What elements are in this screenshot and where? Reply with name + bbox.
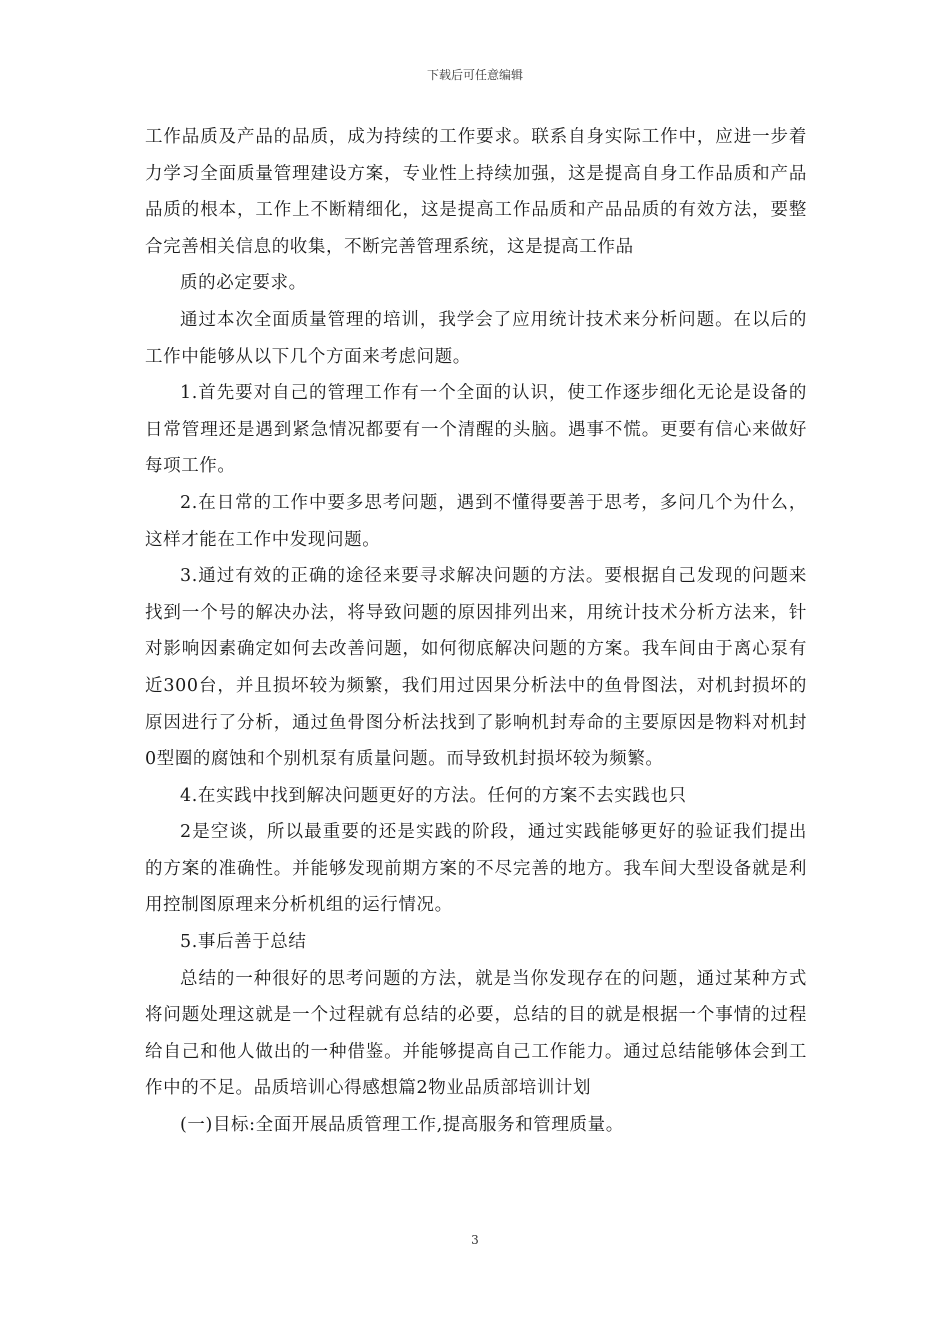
paragraph-7: 4.在实践中找到解决问题更好的方法。任何的方案不去实践也只 bbox=[180, 785, 687, 806]
document-body bbox=[145, 119, 807, 1144]
paragraph-3: 通过本次全面质量管理的培训，我学会了应用统计技术来分析问题。在以后的工作中能够从以下几个方面来考虑问题。 bbox=[145, 309, 807, 367]
paragraph-11: (一)目标:全面开展品质管理工作,提高服务和管理质量。 bbox=[180, 1115, 624, 1136]
paragraph-9: 5.事后善于总结 bbox=[180, 932, 307, 953]
page-number: 3 bbox=[471, 1233, 479, 1247]
paragraph-4: 1.首先要对自己的管理工作有一个全面的认识，使工作逐步细化无论是设备的日常管理还是遇到紧急情况都要有一个清醒的头脑。遇事不慌。更要有信心来做好每项工作。 bbox=[145, 383, 807, 477]
page-header: 下载后可任意编辑 bbox=[426, 68, 523, 82]
paragraph-1: 工作品质及产品的品质，成为持续的工作要求。联系自身实际工作中，应进一步着力学习全面质量管理建设方案，专业性上持续加强，这是提高自身工作品质和产品品质的根本，工作上不断精细化，这是提高工作品质和产品品质的有效方法，要整合完善相关信息的收集，不断完善管理系统，这是提高工作品 bbox=[145, 127, 807, 257]
paragraph-6: 3.通过有效的正确的途径来要寻求解决问题的方法。要根据自己发现的问题来找到一个号的解决办法，将导致问题的原因排列出来，用统计技术分析方法来，针对影响因素确定如何去改善问题，如何彻底解决问题的方案。我车间由于离心泵有近300台，并且损坏较为频繁，我们用过因果分析法中的鱼骨图法，对机封损坏的原因进行了分析，通过鱼骨图分析法找到了影响机封寿命的主要原因是物料对机封0型圈的腐蚀和个别机泵有质量问题。而导致机封损坏较为频繁。 bbox=[145, 566, 807, 770]
paragraph-2: 质的必定要求。 bbox=[180, 273, 307, 294]
paragraph-8: 2是空谈，所以最重要的还是实践的阶段，通过实践能够更好的验证我们提出的方案的准确性。并能够发现前期方案的不尽完善的地方。我车间大型设备就是利用控制图原理来分析机组的运行情况。 bbox=[145, 822, 807, 916]
paragraph-5: 2.在日常的工作中要多思考问题，遇到不懂得要善于思考，多问几个为什么，这样才能在工作中发现问题。 bbox=[145, 492, 807, 550]
paragraph-10: 总结的一种很好的思考问题的方法，就是当你发现存在的问题，通过某种方式将问题处理这就是一个过程就有总结的必要，总结的目的就是根据一个事情的过程给自己和他人做出的一种借鉴。并能够提高自己工作能力。通过总结能够体会到工作中的不足。品质培训心得感想篇2物业品质部培训计划 bbox=[145, 968, 807, 1099]
